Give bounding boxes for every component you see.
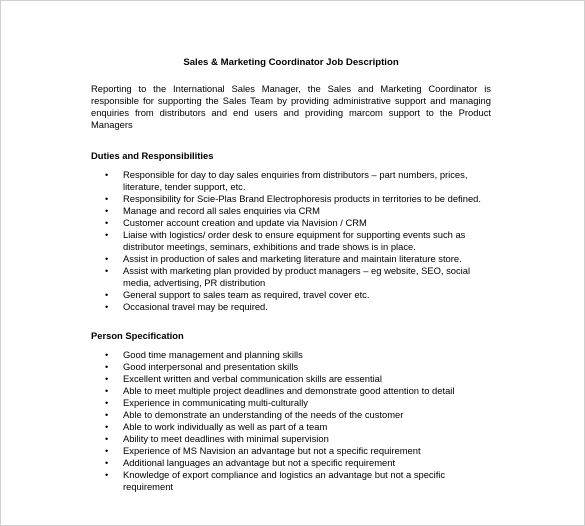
bullet-icon: • [105,290,109,300]
list-item-text: Good interpersonal and presentation skills [123,361,299,372]
bullet-icon: • [105,458,109,468]
bullet-icon: • [105,398,109,408]
list-item-text: Excellent written and verbal communication skills are essential [123,373,382,384]
bullet-icon: • [105,350,109,360]
bullet-icon: • [105,170,109,180]
list-item-text: Occasional travel may be required. [123,301,268,312]
list-item [91,361,491,373]
list-item [91,397,491,409]
list-item-text: Experience in communicating multi-culturally [123,397,308,408]
person-spec-heading: Person Specification [91,330,184,341]
list-item-text: Able to meet multiple project deadlines and demonstrate good attention to detail [123,385,455,396]
list-item-text: Able to demonstrate an understanding of the needs of the customer [123,409,404,420]
list-item-text: Assist in production of sales and marketing literature and maintain literature store. [123,253,462,264]
bullet-icon: • [105,266,109,276]
document-title: Sales & Marketing Coordinator Job Description [183,57,399,68]
duties-heading: Duties and Responsibilities [91,150,214,161]
list-item [91,433,491,445]
list-item [91,469,491,493]
bullet-icon: • [105,422,109,432]
list-item-text: Assist with marketing plan provided by product managers – eg website, SEO, social media, advertising, PR distribution [123,265,471,288]
list-item-text: General support to sales team as required, travel cover etc. [123,289,370,300]
list-item-text: Responsibility for Scie-Plas Brand Electrophoresis products in territories to be defined. [123,193,481,204]
document-content [91,57,491,493]
bullet-icon: • [105,446,109,456]
list-item [91,169,491,193]
bullet-icon: • [105,218,109,228]
list-item-text: Able to work individually as well as part of a team [123,421,328,432]
bullet-icon: • [105,230,109,240]
list-item [91,373,491,385]
list-item [91,421,491,433]
bullet-icon: • [105,362,109,372]
list-item [91,217,491,229]
list-item-text: Liaise with logistics/ order desk to ensure equipment for supporting events such as distributor meetings, seminars, exhibitions and trade shows is in place. [123,229,466,252]
list-item-text: Additional languages an advantage but not a specific requirement [123,457,396,468]
bullet-icon: • [105,254,109,264]
bullet-icon: • [105,194,109,204]
list-item [91,265,491,289]
list-item-text: Ability to meet deadlines with minimal supervision [123,433,329,444]
list-item-text: Manage and record all sales enquiries via CRM [123,205,320,216]
bullet-icon: • [105,386,109,396]
list-item [91,457,491,469]
bullet-icon: • [105,410,109,420]
intro-paragraph: Reporting to the International Sales Manager, the Sales and Marketing Coordinator is responsible for supporting the Sales Team by providing administrative support and managing enquiries from distributors and end users and providing marcom support to the Product Managers [91,83,491,130]
bullet-icon: • [105,434,109,444]
list-item-text: Responsible for day to day sales enquiries from distributors – part numbers, prices, literature, tender support, etc. [123,169,468,192]
list-item [91,349,491,361]
list-item [91,229,491,253]
list-item-text: Experience of MS Navision an advantage but not a specific requirement [123,445,421,456]
list-item [91,445,491,457]
list-item [91,409,491,421]
person-spec-list [91,349,491,493]
list-item [91,205,491,217]
list-item-text: Customer account creation and update via Navision / CRM [123,217,367,228]
list-item [91,193,491,205]
bullet-icon: • [105,302,109,312]
bullet-icon: • [105,206,109,216]
bullet-icon: • [105,374,109,384]
list-item-text: Knowledge of export compliance and logistics an advantage but not a specific requirement [123,469,446,492]
duties-list [91,169,491,313]
list-item [91,289,491,301]
bullet-icon: • [105,470,109,480]
list-item-text: Good time management and planning skills [123,349,303,360]
list-item [91,253,491,265]
list-item [91,301,491,313]
list-item [91,385,491,397]
